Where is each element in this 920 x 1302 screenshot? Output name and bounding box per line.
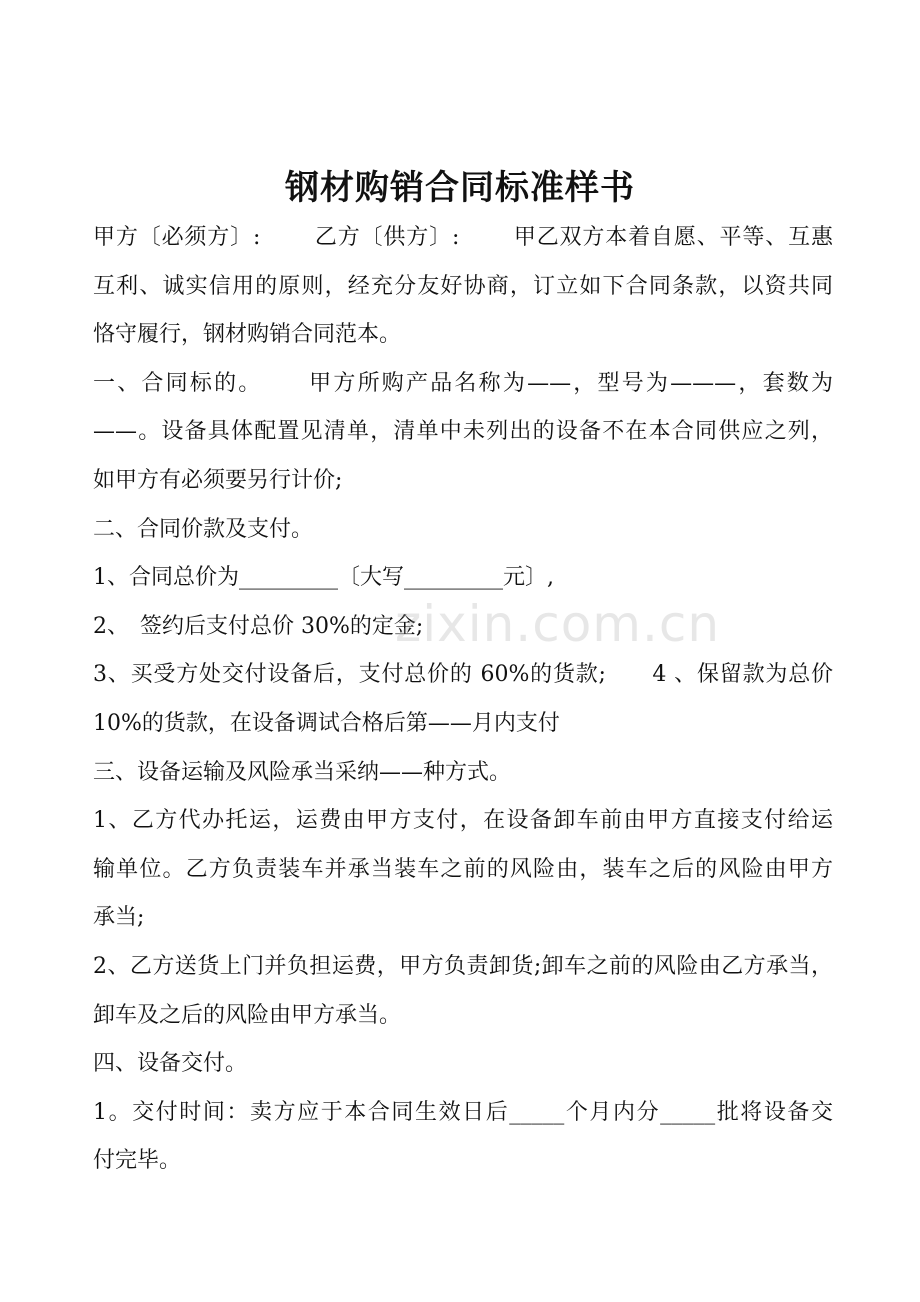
paragraph-line: 1、乙方代办托运，运费由甲方支付，在设备卸车前由甲方直接支付给运 — [93, 808, 833, 834]
watermark: zixin.com.cn — [395, 595, 721, 653]
paragraph-line: 付完毕。 — [93, 1148, 182, 1174]
paragraph-line: 输单位。乙方负责装车并承当装车之前的风险由，装车之后的风险由甲方 — [93, 856, 833, 882]
paragraph-line: 一、合同标的。 甲方所购产品名称为——，型号为———，套数为 — [93, 370, 833, 396]
paragraph-line: 2、乙方送货上门并负担运费，甲方负责卸货;卸车之前的风险由乙方承当， — [93, 953, 833, 979]
paragraph-line: 互利、诚实信用的原则，经充分友好协商，订立如下合同条款，以资共同 — [93, 273, 833, 299]
paragraph-line: 卸车及之后的风险由甲方承当。 — [93, 1002, 402, 1028]
document-title: 钢材购销合同标准样书 — [285, 168, 635, 208]
paragraph-line: 恪守履行，钢材购销合同范本。 — [93, 322, 402, 348]
contract-body — [93, 214, 833, 1186]
section-heading: 四、设备交付。 — [93, 1051, 248, 1077]
paragraph-line: 如甲方有必须要另行计价; — [93, 467, 343, 493]
paragraph-line: ——。设备具体配置见清单，清单中未列出的设备不在本合同供应之列， — [93, 419, 833, 445]
section-heading: 二、合同价款及支付。 — [93, 516, 314, 542]
paragraph-line: 3、买受方处交付设备后，支付总价的 60%的货款; 4 、保留款为总价 — [93, 662, 833, 688]
paragraph-line: 10%的货款，在设备调试合格后第——月内支付 — [93, 710, 560, 736]
paragraph-line: 承当; — [93, 905, 145, 931]
paragraph-line: 1、合同总价为_________〔大写_________元〕, — [93, 565, 554, 591]
section-heading: 三、设备运输及风险承当采纳——种方式。 — [93, 759, 512, 785]
paragraph-line: 甲方〔必须方〕: 乙方〔供方〕: 甲乙双方本着自愿、平等、互惠 — [93, 225, 833, 250]
paragraph-line: 2、 签约后支付总价 30%的定金; — [93, 613, 424, 639]
paragraph-line: 1。交付时间：卖方应于本合同生效日后_____个月内分_____批将设备交 — [93, 1099, 833, 1125]
